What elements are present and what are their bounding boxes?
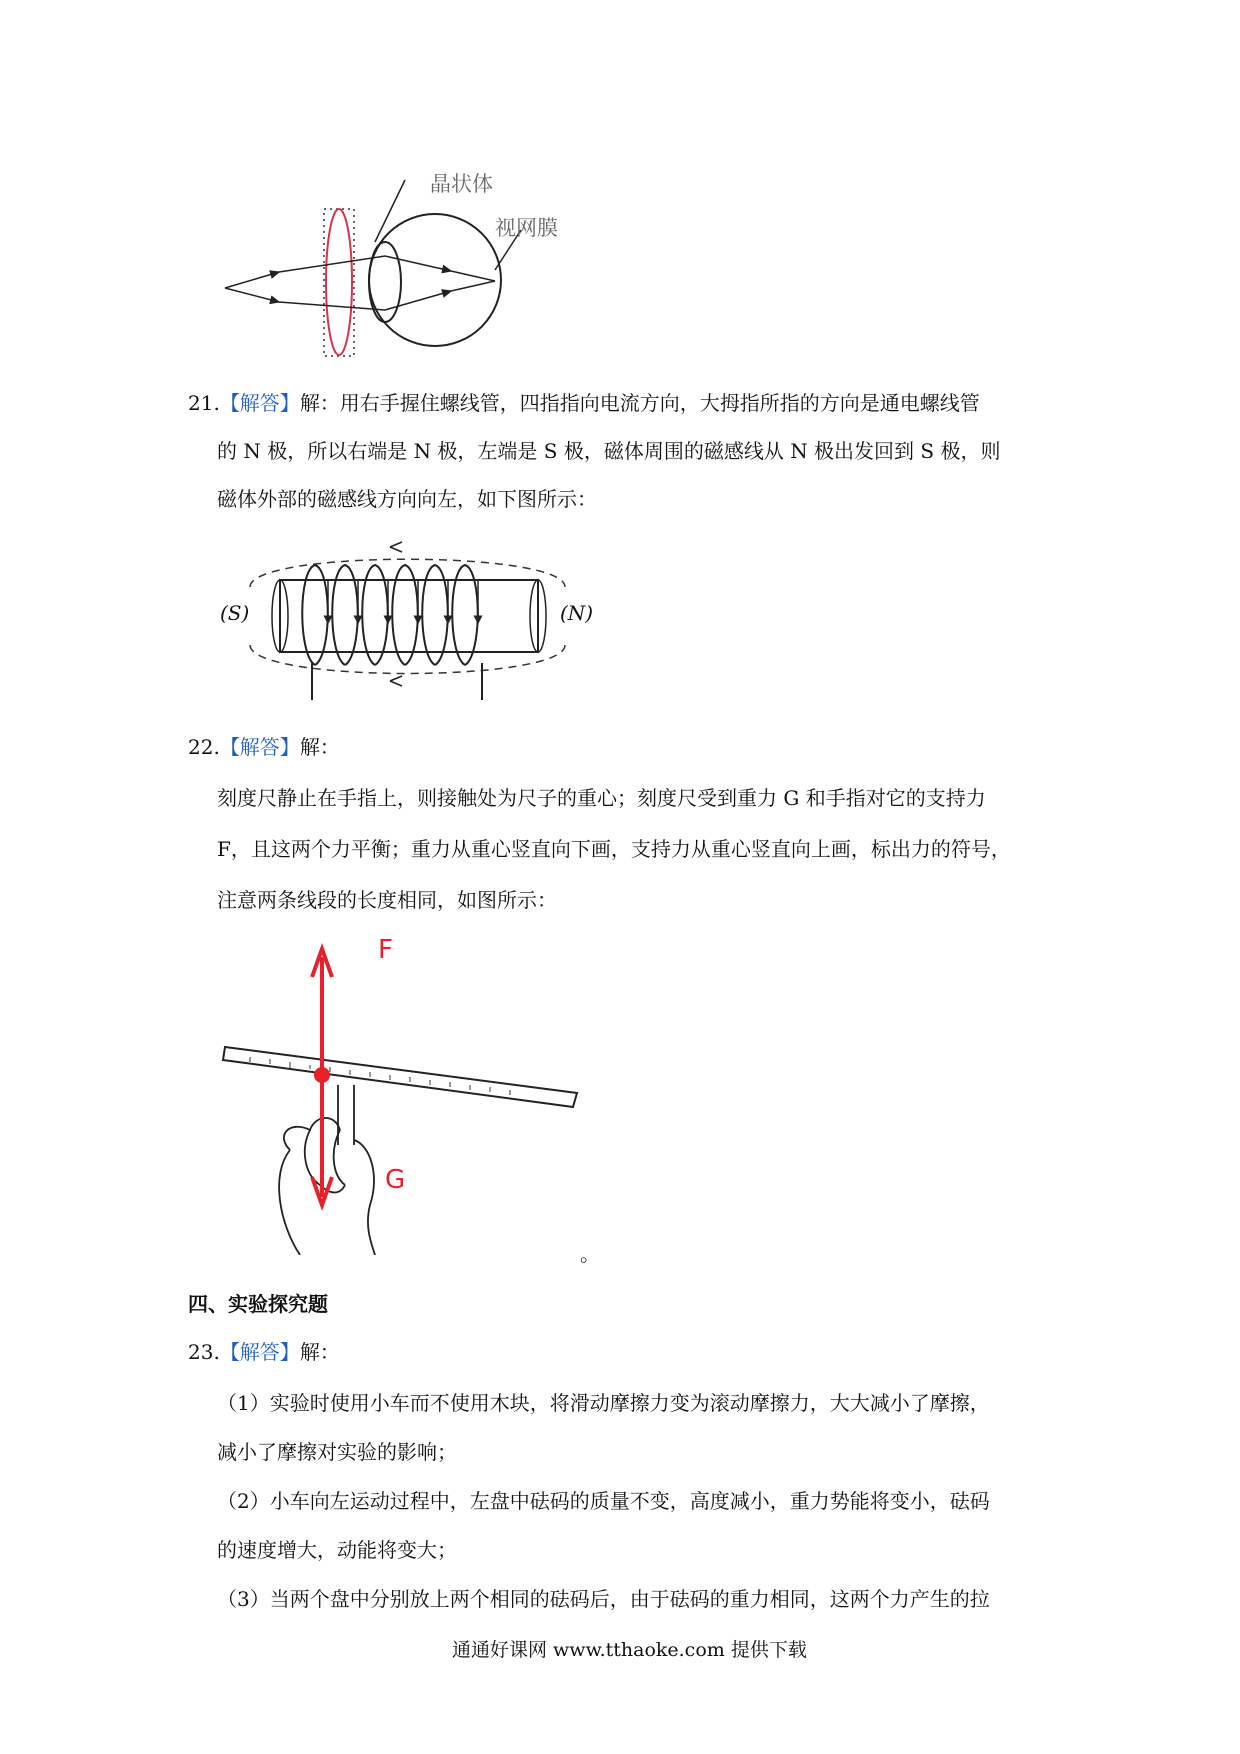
q23-line2: 减小了摩擦对实验的影响； xyxy=(217,1440,457,1464)
label-retina: 视网膜 xyxy=(495,216,558,240)
q21-line2: 的 N 极，所以右端是 N 极，左端是 S 极，磁体周围的磁感线从 N 极出发回到 S 极，则 xyxy=(217,439,1001,463)
q22-number: 22. xyxy=(188,735,220,759)
ruler-diagram xyxy=(220,935,600,1255)
lens-frame-dotted xyxy=(324,209,354,356)
field-line-top xyxy=(250,559,565,587)
center-of-gravity xyxy=(314,1067,330,1083)
solenoid-figure xyxy=(220,535,600,700)
page-footer: 通通好课网 www.tthaoke.com 提供下载 xyxy=(452,1639,807,1661)
solenoid-diagram xyxy=(220,535,600,700)
q23-number: 23. xyxy=(188,1340,220,1364)
eye-lens-figure xyxy=(215,160,595,365)
q21-number: 21. xyxy=(188,391,220,415)
q21-tag: 【解答】 xyxy=(219,391,300,415)
label-crystalline-lens: 晶状体 xyxy=(430,172,493,196)
hand-sketch xyxy=(279,1085,375,1255)
q22-line2: F，且这两个力平衡；重力从重心竖直向下画，支持力从重心竖直向上画，标出力的符号， xyxy=(217,837,1011,861)
q23-line5: （3）当两个盘中分别放上两个相同的砝码后，由于砝码的重力相同，这两个力产生的拉 xyxy=(217,1587,990,1611)
q21-line1: 21.【解答】解：用右手握住螺线管，四指指向电流方向，大拇指所指的方向是通电螺线管 xyxy=(188,391,980,415)
label-s-pole: (S) xyxy=(220,601,250,625)
q22-tag: 【解答】 xyxy=(219,735,300,759)
ruler xyxy=(223,1047,577,1107)
q23-tag: 【解答】 xyxy=(219,1340,300,1364)
label-n-pole: (N) xyxy=(560,601,594,625)
q22-line1: 刻度尺静止在手指上，则接触处为尺子的重心；刻度尺受到重力 G 和手指对它的支持力 xyxy=(217,786,986,810)
q21-line3: 磁体外部的磁感线方向向左，如下图所示： xyxy=(217,487,597,511)
eye-diagram xyxy=(215,160,595,365)
field-arrow-top xyxy=(390,542,402,552)
figure-end-mark: 。 xyxy=(580,1242,600,1266)
correction-lens xyxy=(326,209,352,355)
q23-line3: （2）小车向左运动过程中，左盘中砝码的质量不变，高度减小，重力势能将变小，砝码 xyxy=(217,1489,990,1513)
field-arrow-bottom xyxy=(390,676,402,686)
q23-line0: 23.【解答】解： xyxy=(188,1340,340,1364)
q23-line1: （1）实验时使用小车而不使用木块，将滑动摩擦力变为滚动摩擦力，大大减小了摩擦， xyxy=(217,1391,990,1415)
q22-line3: 注意两条线段的长度相同，如图所示： xyxy=(217,888,557,912)
solenoid-tube xyxy=(280,580,538,652)
q23-line4: 的速度增大，动能将变大； xyxy=(217,1538,457,1562)
section-heading: 四、实验探究题 xyxy=(188,1292,328,1316)
current-arrows xyxy=(328,580,478,623)
q22-line0: 22.【解答】解： xyxy=(188,735,340,759)
ruler-figure xyxy=(220,935,600,1255)
label-force-f: F xyxy=(378,935,393,965)
label-force-g: G xyxy=(385,1165,406,1195)
field-line-bottom xyxy=(250,645,565,674)
eyeball xyxy=(369,214,501,346)
